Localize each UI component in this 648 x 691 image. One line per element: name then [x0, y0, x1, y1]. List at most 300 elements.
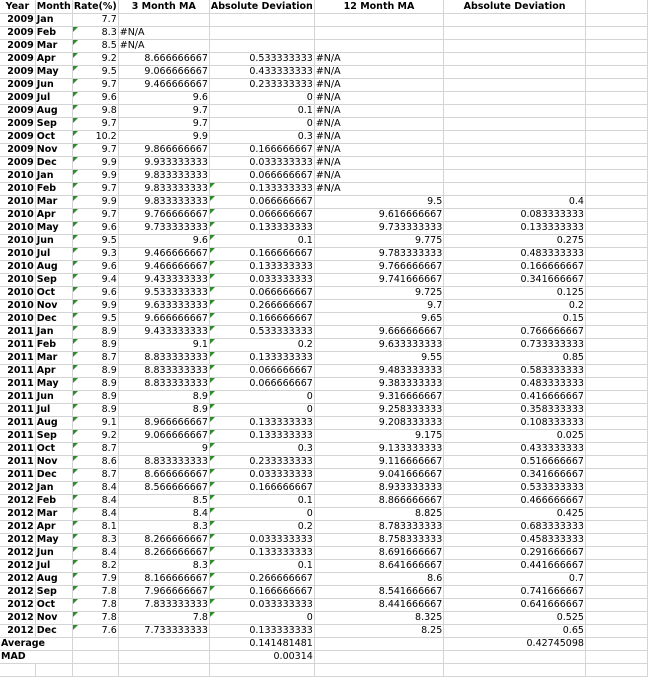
- cell-3-month-ma[interactable]: 8.833333333: [118, 378, 209, 391]
- cell-year[interactable]: 2011: [0, 443, 35, 456]
- cell-abs-dev-12[interactable]: 0.733333333: [444, 339, 586, 352]
- cell-month[interactable]: Apr: [35, 53, 72, 66]
- cell-abs-dev-3[interactable]: 0.066666667: [209, 170, 314, 183]
- empty-cell[interactable]: [585, 482, 647, 495]
- cell-rate[interactable]: 9.7: [72, 144, 118, 157]
- cell-rate[interactable]: 8.4: [72, 482, 118, 495]
- cell-abs-dev-3[interactable]: [209, 14, 314, 27]
- cell-month[interactable]: Feb: [35, 495, 72, 508]
- cell-abs-dev-12[interactable]: 0.741666667: [444, 586, 586, 599]
- cell-abs-dev-12[interactable]: 0.683333333: [444, 521, 586, 534]
- cell-12-month-ma[interactable]: 9.208333333: [314, 417, 443, 430]
- cell-12-month-ma[interactable]: #N/A: [314, 92, 443, 105]
- empty-cell[interactable]: [444, 664, 586, 677]
- cell-month[interactable]: Jan: [35, 170, 72, 183]
- cell-year[interactable]: 2012: [0, 560, 35, 573]
- cell-year[interactable]: 2010: [0, 261, 35, 274]
- empty-cell[interactable]: [585, 196, 647, 209]
- cell-12-month-ma[interactable]: 9.483333333: [314, 365, 443, 378]
- cell-abs-dev-12[interactable]: 0.641666667: [444, 599, 586, 612]
- cell-12-month-ma[interactable]: 8.866666667: [314, 495, 443, 508]
- cell-month[interactable]: Aug: [35, 105, 72, 118]
- cell-abs-dev-3[interactable]: 0.1: [209, 560, 314, 573]
- empty-cell[interactable]: [585, 183, 647, 196]
- empty-cell[interactable]: [585, 261, 647, 274]
- cell-month[interactable]: May: [35, 66, 72, 79]
- cell-year[interactable]: 2009: [0, 144, 35, 157]
- cell-3-month-ma[interactable]: 9.833333333: [118, 170, 209, 183]
- cell-month[interactable]: Sep: [35, 274, 72, 287]
- cell-abs-dev-3[interactable]: 0.433333333: [209, 66, 314, 79]
- empty-cell[interactable]: [585, 625, 647, 638]
- cell-12-month-ma[interactable]: [314, 27, 443, 40]
- cell-abs-dev-3[interactable]: [209, 40, 314, 53]
- cell-abs-dev-12[interactable]: 0.125: [444, 287, 586, 300]
- cell-year[interactable]: 2010: [0, 300, 35, 313]
- cell-abs-dev-3[interactable]: 0.166666667: [209, 248, 314, 261]
- cell-year[interactable]: 2011: [0, 430, 35, 443]
- cell-rate[interactable]: 8.9: [72, 326, 118, 339]
- cell-3-month-ma[interactable]: 9.6: [118, 92, 209, 105]
- cell-rate[interactable]: 8.9: [72, 391, 118, 404]
- cell-12-month-ma[interactable]: 8.541666667: [314, 586, 443, 599]
- empty-cell[interactable]: [585, 53, 647, 66]
- empty-cell[interactable]: [72, 651, 118, 664]
- cell-abs-dev-3[interactable]: 0.3: [209, 443, 314, 456]
- cell-abs-dev-12[interactable]: [444, 27, 586, 40]
- cell-12-month-ma[interactable]: 9.741666667: [314, 274, 443, 287]
- cell-month[interactable]: Jul: [35, 560, 72, 573]
- empty-cell[interactable]: [585, 79, 647, 92]
- cell-3-month-ma[interactable]: 9.933333333: [118, 157, 209, 170]
- header-abs-dev-3[interactable]: Absolute Deviation: [210, 1, 313, 12]
- empty-cell[interactable]: [444, 651, 586, 664]
- empty-cell[interactable]: [585, 534, 647, 547]
- cell-abs-dev-12[interactable]: 0.275: [444, 235, 586, 248]
- cell-month[interactable]: Jan: [35, 326, 72, 339]
- cell-3-month-ma[interactable]: 9.666666667: [118, 313, 209, 326]
- cell-abs-dev-12[interactable]: 0.483333333: [444, 378, 586, 391]
- empty-cell[interactable]: [585, 235, 647, 248]
- cell-rate[interactable]: 8.7: [72, 443, 118, 456]
- cell-3-month-ma[interactable]: 9.7: [118, 105, 209, 118]
- cell-abs-dev-3[interactable]: 0.233333333: [209, 79, 314, 92]
- cell-abs-dev-3[interactable]: 0.066666667: [209, 287, 314, 300]
- cell-12-month-ma[interactable]: #N/A: [314, 79, 443, 92]
- cell-3-month-ma[interactable]: 7.833333333: [118, 599, 209, 612]
- empty-cell[interactable]: [585, 469, 647, 482]
- cell-rate[interactable]: 8.9: [72, 365, 118, 378]
- empty-cell[interactable]: [585, 391, 647, 404]
- empty-cell[interactable]: [35, 664, 72, 677]
- cell-rate[interactable]: 7.8: [72, 599, 118, 612]
- cell-3-month-ma[interactable]: [118, 14, 209, 27]
- cell-year[interactable]: 2009: [0, 157, 35, 170]
- cell-rate[interactable]: 9.6: [72, 261, 118, 274]
- cell-12-month-ma[interactable]: 8.25: [314, 625, 443, 638]
- cell-abs-dev-12[interactable]: 0.416666667: [444, 391, 586, 404]
- cell-year[interactable]: 2012: [0, 547, 35, 560]
- cell-rate[interactable]: 9.2: [72, 53, 118, 66]
- cell-year[interactable]: 2012: [0, 573, 35, 586]
- cell-month[interactable]: Jul: [35, 404, 72, 417]
- cell-month[interactable]: Apr: [35, 521, 72, 534]
- cell-month[interactable]: Oct: [35, 131, 72, 144]
- cell-3-month-ma[interactable]: 8.3: [118, 560, 209, 573]
- cell-abs-dev-3[interactable]: 0.133333333: [209, 352, 314, 365]
- cell-rate[interactable]: 7.9: [72, 573, 118, 586]
- empty-cell[interactable]: [585, 599, 647, 612]
- cell-year[interactable]: 2009: [0, 27, 35, 40]
- empty-cell[interactable]: [585, 430, 647, 443]
- cell-abs-dev-12[interactable]: 0.133333333: [444, 222, 586, 235]
- cell-12-month-ma[interactable]: 9.133333333: [314, 443, 443, 456]
- cell-year[interactable]: 2011: [0, 326, 35, 339]
- cell-month[interactable]: Mar: [35, 508, 72, 521]
- cell-3-month-ma[interactable]: 8.833333333: [118, 365, 209, 378]
- cell-rate[interactable]: 9.7: [72, 118, 118, 131]
- cell-year[interactable]: 2012: [0, 612, 35, 625]
- cell-12-month-ma[interactable]: 8.325: [314, 612, 443, 625]
- cell-month[interactable]: Oct: [35, 443, 72, 456]
- empty-cell[interactable]: [585, 157, 647, 170]
- cell-3-month-ma[interactable]: 9.733333333: [118, 222, 209, 235]
- cell-rate[interactable]: 9.2: [72, 430, 118, 443]
- cell-rate[interactable]: 9.1: [72, 417, 118, 430]
- cell-month[interactable]: Dec: [35, 313, 72, 326]
- cell-abs-dev-3[interactable]: 0.166666667: [209, 482, 314, 495]
- cell-3-month-ma[interactable]: 9.066666667: [118, 430, 209, 443]
- cell-12-month-ma[interactable]: #N/A: [314, 105, 443, 118]
- cell-year[interactable]: 2012: [0, 599, 35, 612]
- cell-abs-dev-3[interactable]: 0: [209, 404, 314, 417]
- cell-rate[interactable]: 10.2: [72, 131, 118, 144]
- cell-abs-dev-3[interactable]: 0.2: [209, 521, 314, 534]
- cell-3-month-ma[interactable]: 9.466666667: [118, 248, 209, 261]
- cell-12-month-ma[interactable]: 8.783333333: [314, 521, 443, 534]
- cell-12-month-ma[interactable]: 9.316666667: [314, 391, 443, 404]
- average-abs-dev-12[interactable]: 0.42745098: [444, 638, 586, 651]
- cell-year[interactable]: 2012: [0, 482, 35, 495]
- cell-abs-dev-12[interactable]: 0.025: [444, 430, 586, 443]
- cell-abs-dev-12[interactable]: 0.7: [444, 573, 586, 586]
- cell-3-month-ma[interactable]: 9.433333333: [118, 274, 209, 287]
- cell-year[interactable]: 2011: [0, 456, 35, 469]
- cell-abs-dev-12[interactable]: 0.766666667: [444, 326, 586, 339]
- cell-3-month-ma[interactable]: 9.433333333: [118, 326, 209, 339]
- cell-rate[interactable]: 8.2: [72, 560, 118, 573]
- cell-abs-dev-12[interactable]: 0.083333333: [444, 209, 586, 222]
- empty-cell[interactable]: [209, 664, 314, 677]
- cell-month[interactable]: Jun: [35, 391, 72, 404]
- cell-month[interactable]: Jun: [35, 235, 72, 248]
- cell-abs-dev-3[interactable]: 0: [209, 92, 314, 105]
- cell-year[interactable]: 2011: [0, 391, 35, 404]
- cell-year[interactable]: 2009: [0, 66, 35, 79]
- empty-cell[interactable]: [585, 105, 647, 118]
- header-year[interactable]: Year: [0, 0, 35, 14]
- cell-3-month-ma[interactable]: 8.566666667: [118, 482, 209, 495]
- summary-label[interactable]: MAD: [0, 651, 72, 664]
- cell-abs-dev-3[interactable]: 0.066666667: [209, 378, 314, 391]
- cell-abs-dev-12[interactable]: 0.358333333: [444, 404, 586, 417]
- header-month[interactable]: Month: [36, 1, 71, 12]
- cell-3-month-ma[interactable]: 8.666666667: [118, 53, 209, 66]
- cell-abs-dev-3[interactable]: 0.533333333: [209, 53, 314, 66]
- cell-month[interactable]: May: [35, 534, 72, 547]
- average-abs-dev-3[interactable]: 0.141481481: [209, 638, 314, 651]
- cell-rate[interactable]: 9.9: [72, 300, 118, 313]
- cell-rate[interactable]: 8.4: [72, 547, 118, 560]
- cell-abs-dev-3[interactable]: 0.266666667: [209, 300, 314, 313]
- cell-12-month-ma[interactable]: 9.766666667: [314, 261, 443, 274]
- empty-cell[interactable]: [585, 495, 647, 508]
- cell-abs-dev-3[interactable]: 0.133333333: [209, 625, 314, 638]
- cell-abs-dev-12[interactable]: 0.483333333: [444, 248, 586, 261]
- cell-month[interactable]: Nov: [35, 612, 72, 625]
- cell-abs-dev-12[interactable]: [444, 14, 586, 27]
- empty-cell[interactable]: [585, 14, 647, 27]
- cell-abs-dev-3[interactable]: 0.3: [209, 131, 314, 144]
- empty-cell[interactable]: [585, 651, 647, 664]
- cell-12-month-ma[interactable]: #N/A: [314, 183, 443, 196]
- cell-rate[interactable]: 7.7: [72, 14, 118, 27]
- cell-abs-dev-3[interactable]: 0: [209, 391, 314, 404]
- cell-12-month-ma[interactable]: [314, 14, 443, 27]
- cell-year[interactable]: 2012: [0, 495, 35, 508]
- cell-12-month-ma[interactable]: 9.733333333: [314, 222, 443, 235]
- empty-cell[interactable]: [585, 352, 647, 365]
- cell-rate[interactable]: 7.6: [72, 625, 118, 638]
- cell-year[interactable]: 2012: [0, 521, 35, 534]
- cell-month[interactable]: Dec: [35, 625, 72, 638]
- cell-rate[interactable]: 9.5: [72, 66, 118, 79]
- cell-3-month-ma[interactable]: 8.266666667: [118, 534, 209, 547]
- cell-year[interactable]: 2010: [0, 196, 35, 209]
- cell-abs-dev-3[interactable]: 0: [209, 508, 314, 521]
- cell-12-month-ma[interactable]: #N/A: [314, 118, 443, 131]
- cell-abs-dev-12[interactable]: 0.166666667: [444, 261, 586, 274]
- cell-month[interactable]: Jan: [35, 482, 72, 495]
- cell-abs-dev-3[interactable]: 0.033333333: [209, 157, 314, 170]
- cell-abs-dev-12[interactable]: 0.4: [444, 196, 586, 209]
- cell-year[interactable]: 2010: [0, 313, 35, 326]
- cell-year[interactable]: 2011: [0, 417, 35, 430]
- cell-abs-dev-3[interactable]: 0.133333333: [209, 547, 314, 560]
- empty-cell[interactable]: [585, 508, 647, 521]
- cell-month[interactable]: Jan: [35, 14, 72, 27]
- cell-month[interactable]: Mar: [35, 196, 72, 209]
- empty-cell[interactable]: [585, 443, 647, 456]
- cell-year[interactable]: 2011: [0, 378, 35, 391]
- cell-3-month-ma[interactable]: 7.966666667: [118, 586, 209, 599]
- cell-12-month-ma[interactable]: 9.041666667: [314, 469, 443, 482]
- empty-cell[interactable]: [314, 638, 443, 651]
- cell-3-month-ma[interactable]: 9.533333333: [118, 287, 209, 300]
- cell-12-month-ma[interactable]: 8.758333333: [314, 534, 443, 547]
- cell-abs-dev-3[interactable]: 0.533333333: [209, 326, 314, 339]
- cell-12-month-ma[interactable]: 8.6: [314, 573, 443, 586]
- cell-3-month-ma[interactable]: 9.833333333: [118, 183, 209, 196]
- empty-cell[interactable]: [72, 638, 118, 651]
- cell-abs-dev-12[interactable]: [444, 66, 586, 79]
- cell-abs-dev-3[interactable]: 0.033333333: [209, 274, 314, 287]
- cell-rate[interactable]: 8.5: [72, 40, 118, 53]
- cell-3-month-ma[interactable]: 8.4: [118, 508, 209, 521]
- cell-year[interactable]: 2009: [0, 92, 35, 105]
- cell-12-month-ma[interactable]: 9.725: [314, 287, 443, 300]
- cell-12-month-ma[interactable]: #N/A: [314, 66, 443, 79]
- cell-abs-dev-3[interactable]: 0.166666667: [209, 144, 314, 157]
- cell-abs-dev-12[interactable]: 0.458333333: [444, 534, 586, 547]
- cell-3-month-ma[interactable]: 9.833333333: [118, 196, 209, 209]
- header-abs-dev-12[interactable]: Absolute Deviation: [444, 0, 586, 14]
- cell-rate[interactable]: 9.9: [72, 157, 118, 170]
- empty-cell[interactable]: [585, 170, 647, 183]
- cell-12-month-ma[interactable]: 9.666666667: [314, 326, 443, 339]
- cell-abs-dev-12[interactable]: [444, 118, 586, 131]
- cell-rate[interactable]: 8.6: [72, 456, 118, 469]
- empty-cell[interactable]: [585, 131, 647, 144]
- cell-rate[interactable]: 8.3: [72, 27, 118, 40]
- empty-cell[interactable]: [585, 222, 647, 235]
- cell-12-month-ma[interactable]: 9.5: [314, 196, 443, 209]
- cell-3-month-ma[interactable]: 8.666666667: [118, 469, 209, 482]
- cell-rate[interactable]: 9.9: [72, 170, 118, 183]
- cell-month[interactable]: Oct: [35, 287, 72, 300]
- header-3-month-ma[interactable]: 3 Month MA: [118, 0, 209, 14]
- cell-month[interactable]: Jul: [35, 92, 72, 105]
- empty-cell[interactable]: [118, 664, 209, 677]
- cell-year[interactable]: 2012: [0, 586, 35, 599]
- cell-month[interactable]: Nov: [35, 456, 72, 469]
- cell-month[interactable]: Apr: [35, 209, 72, 222]
- cell-month[interactable]: Jun: [35, 79, 72, 92]
- empty-cell[interactable]: [585, 586, 647, 599]
- cell-abs-dev-3[interactable]: 0.033333333: [209, 469, 314, 482]
- cell-rate[interactable]: 9.7: [72, 209, 118, 222]
- cell-month[interactable]: Sep: [35, 430, 72, 443]
- cell-12-month-ma[interactable]: 9.775: [314, 235, 443, 248]
- cell-year[interactable]: 2010: [0, 274, 35, 287]
- cell-abs-dev-3[interactable]: 0.2: [209, 339, 314, 352]
- empty-cell[interactable]: [585, 118, 647, 131]
- empty-cell[interactable]: [314, 651, 443, 664]
- empty-cell[interactable]: [585, 274, 647, 287]
- cell-abs-dev-12[interactable]: 0.85: [444, 352, 586, 365]
- cell-3-month-ma[interactable]: 9.6: [118, 235, 209, 248]
- cell-rate[interactable]: 8.1: [72, 521, 118, 534]
- cell-3-month-ma[interactable]: #N/A: [118, 40, 209, 53]
- cell-abs-dev-3[interactable]: 0.1: [209, 235, 314, 248]
- cell-abs-dev-12[interactable]: 0.433333333: [444, 443, 586, 456]
- cell-abs-dev-12[interactable]: [444, 157, 586, 170]
- cell-abs-dev-3[interactable]: 0: [209, 612, 314, 625]
- cell-abs-dev-12[interactable]: [444, 53, 586, 66]
- empty-cell[interactable]: [585, 612, 647, 625]
- cell-12-month-ma[interactable]: 8.825: [314, 508, 443, 521]
- cell-year[interactable]: 2012: [0, 508, 35, 521]
- cell-year[interactable]: 2009: [0, 131, 35, 144]
- cell-3-month-ma[interactable]: 8.833333333: [118, 352, 209, 365]
- cell-12-month-ma[interactable]: 9.55: [314, 352, 443, 365]
- empty-cell[interactable]: [585, 40, 647, 53]
- cell-month[interactable]: Nov: [35, 300, 72, 313]
- cell-year[interactable]: 2010: [0, 235, 35, 248]
- cell-year[interactable]: 2011: [0, 365, 35, 378]
- cell-3-month-ma[interactable]: 8.3: [118, 521, 209, 534]
- cell-3-month-ma[interactable]: 8.9: [118, 391, 209, 404]
- cell-rate[interactable]: 9.6: [72, 92, 118, 105]
- cell-12-month-ma[interactable]: 9.65: [314, 313, 443, 326]
- cell-abs-dev-3[interactable]: 0.066666667: [209, 196, 314, 209]
- cell-month[interactable]: Feb: [35, 339, 72, 352]
- cell-rate[interactable]: 8.7: [72, 352, 118, 365]
- empty-cell[interactable]: [118, 651, 209, 664]
- empty-cell[interactable]: [585, 248, 647, 261]
- empty-cell[interactable]: [585, 638, 647, 651]
- cell-month[interactable]: Sep: [35, 586, 72, 599]
- cell-3-month-ma[interactable]: 8.9: [118, 404, 209, 417]
- cell-abs-dev-12[interactable]: [444, 131, 586, 144]
- cell-12-month-ma[interactable]: #N/A: [314, 144, 443, 157]
- mad-abs-dev-3[interactable]: 0.00314: [209, 651, 314, 664]
- empty-cell[interactable]: [585, 326, 647, 339]
- cell-abs-dev-3[interactable]: 0.133333333: [209, 183, 314, 196]
- cell-month[interactable]: Mar: [35, 352, 72, 365]
- empty-cell[interactable]: [118, 638, 209, 651]
- cell-month[interactable]: Apr: [35, 365, 72, 378]
- empty-cell[interactable]: [72, 664, 118, 677]
- cell-12-month-ma[interactable]: 9.616666667: [314, 209, 443, 222]
- cell-abs-dev-12[interactable]: [444, 79, 586, 92]
- cell-abs-dev-3[interactable]: 0.1: [209, 495, 314, 508]
- cell-3-month-ma[interactable]: 9.766666667: [118, 209, 209, 222]
- cell-year[interactable]: 2009: [0, 40, 35, 53]
- cell-3-month-ma[interactable]: 8.966666667: [118, 417, 209, 430]
- cell-12-month-ma[interactable]: 8.441666667: [314, 599, 443, 612]
- cell-month[interactable]: Oct: [35, 599, 72, 612]
- cell-abs-dev-3[interactable]: 0.033333333: [209, 599, 314, 612]
- cell-year[interactable]: 2010: [0, 222, 35, 235]
- header-rate[interactable]: Rate(%): [73, 1, 117, 12]
- header-12-month-ma[interactable]: 12 Month MA: [314, 0, 443, 14]
- empty-cell[interactable]: [585, 313, 647, 326]
- cell-12-month-ma[interactable]: [314, 40, 443, 53]
- cell-12-month-ma[interactable]: 9.7: [314, 300, 443, 313]
- cell-rate[interactable]: 7.8: [72, 612, 118, 625]
- cell-3-month-ma[interactable]: 8.833333333: [118, 456, 209, 469]
- cell-rate[interactable]: 9.6: [72, 222, 118, 235]
- cell-abs-dev-3[interactable]: 0.133333333: [209, 261, 314, 274]
- cell-month[interactable]: Dec: [35, 157, 72, 170]
- cell-month[interactable]: May: [35, 378, 72, 391]
- cell-month[interactable]: Aug: [35, 573, 72, 586]
- cell-12-month-ma[interactable]: 9.116666667: [314, 456, 443, 469]
- cell-rate[interactable]: 9.8: [72, 105, 118, 118]
- cell-abs-dev-12[interactable]: 0.341666667: [444, 469, 586, 482]
- summary-label[interactable]: Average: [0, 638, 72, 651]
- cell-month[interactable]: May: [35, 222, 72, 235]
- cell-3-month-ma[interactable]: 9.7: [118, 118, 209, 131]
- cell-abs-dev-12[interactable]: [444, 144, 586, 157]
- cell-abs-dev-12[interactable]: [444, 105, 586, 118]
- cell-3-month-ma[interactable]: 9.1: [118, 339, 209, 352]
- cell-abs-dev-3[interactable]: 0.066666667: [209, 209, 314, 222]
- cell-3-month-ma[interactable]: 8.5: [118, 495, 209, 508]
- cell-month[interactable]: Aug: [35, 417, 72, 430]
- cell-month[interactable]: Jul: [35, 248, 72, 261]
